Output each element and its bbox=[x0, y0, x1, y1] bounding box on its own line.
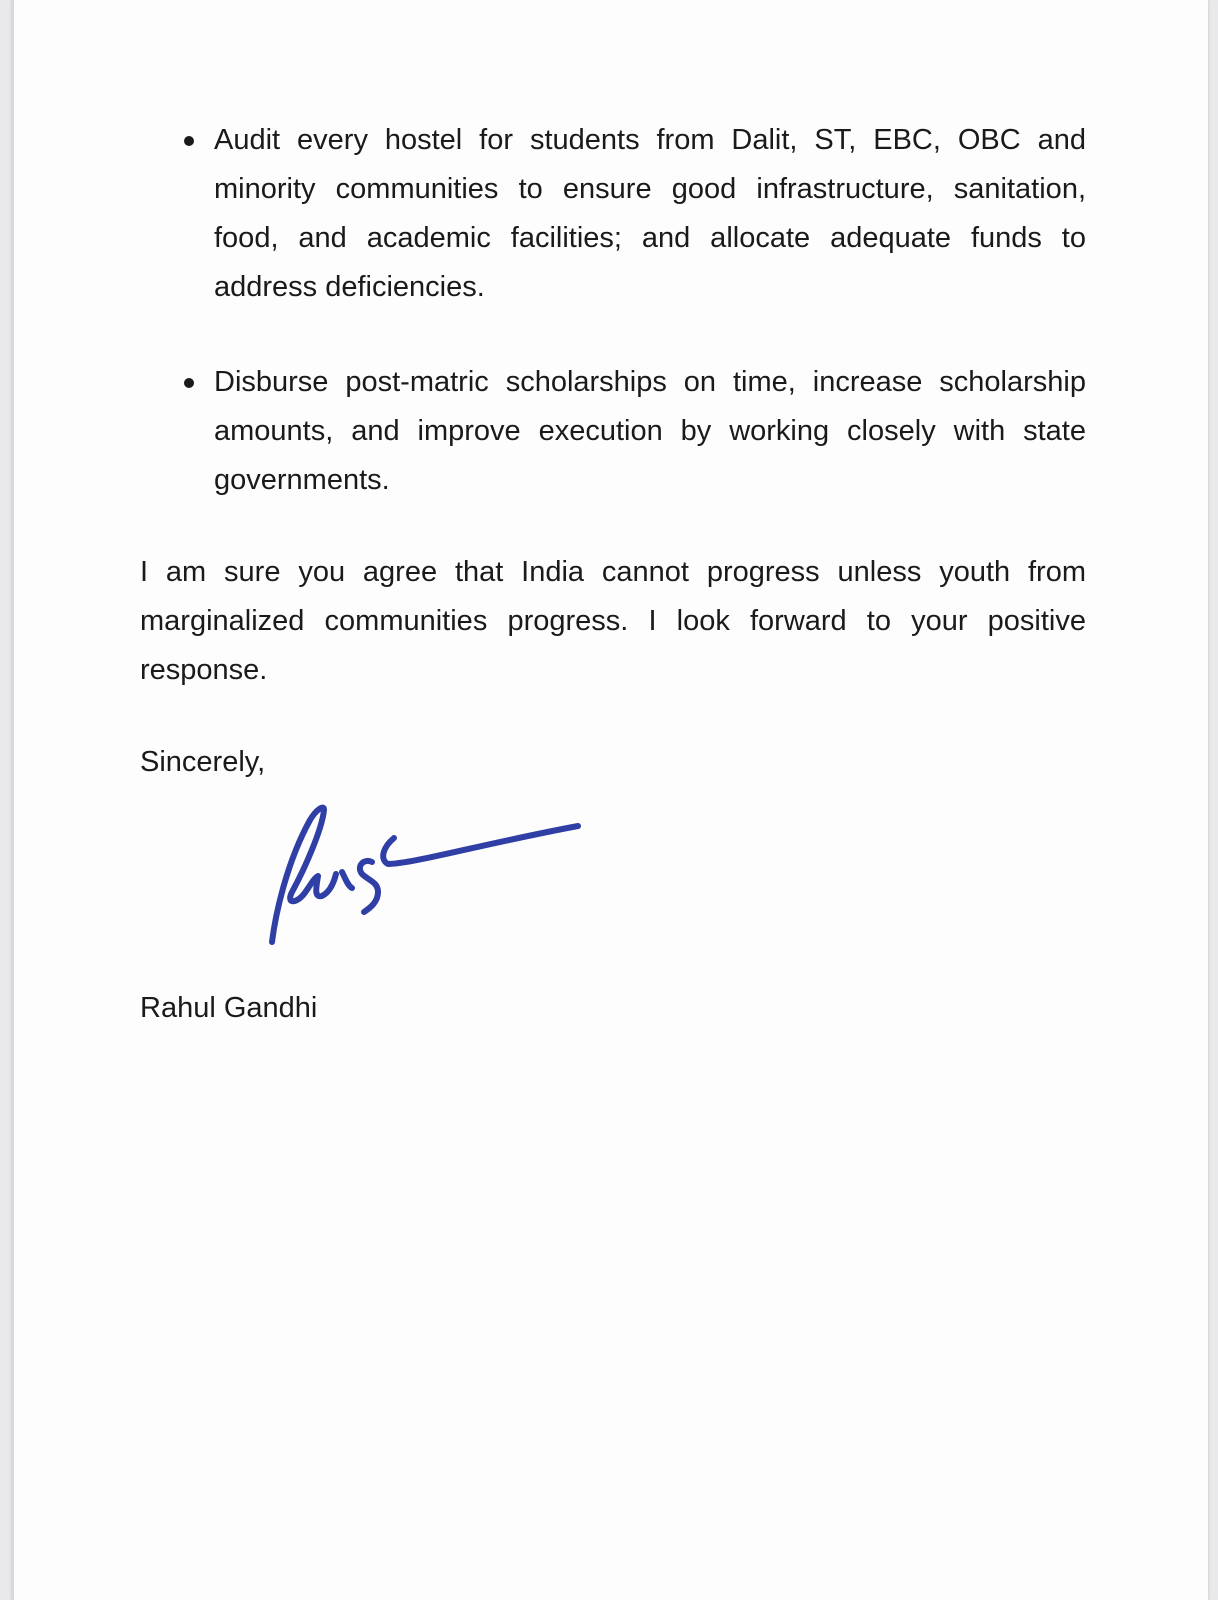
bullet-text: Disburse post-matric scholarships on time, increase scholarship amounts, and improve execution by working closely with state governments. bbox=[214, 366, 1086, 496]
bullet-item bbox=[214, 116, 1086, 312]
closing-paragraph: I am sure you agree that India cannot progress unless youth from marginalized communities progress. I look forward to your positive response. bbox=[140, 556, 1086, 686]
bullet-item bbox=[214, 358, 1086, 505]
bullet-dot-icon bbox=[184, 378, 194, 388]
bullet-text: Audit every hostel for students from Dalit, ST, EBC, OBC and minority communities to ensure good infrastructure, sanitation, food, and academic facilities; and allocate adequate funds to address deficiencies. bbox=[214, 124, 1086, 303]
letter-page bbox=[12, 0, 1208, 1600]
handwritten-signature bbox=[252, 800, 602, 970]
signatory-name: Rahul Gandhi bbox=[140, 992, 318, 1024]
sign-off: Sincerely, bbox=[140, 746, 266, 778]
bullet-dot-icon bbox=[184, 136, 194, 146]
